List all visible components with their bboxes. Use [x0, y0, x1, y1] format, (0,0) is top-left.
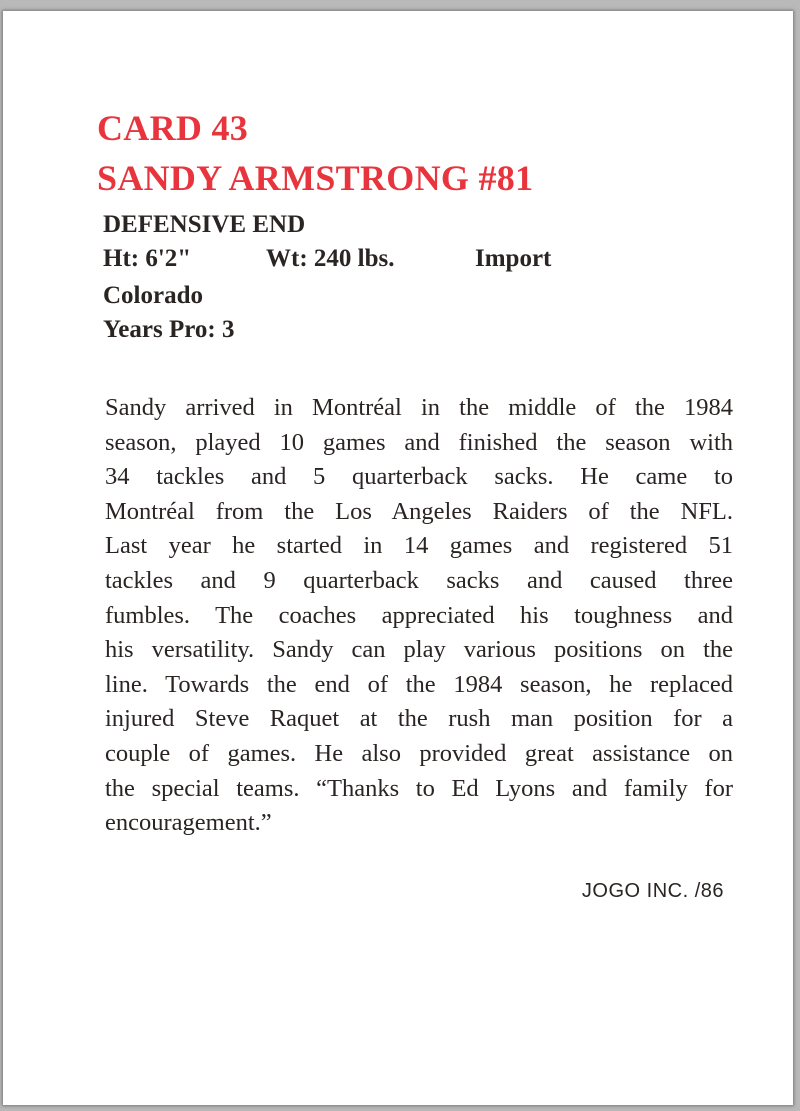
weight: Wt: 240 lbs. [266, 245, 395, 272]
bio-line: couple of games. He also provided great assistance on [105, 739, 733, 767]
bio-line: his versatility. Sandy can play various positions on the [105, 636, 733, 664]
bio-line: fumbles. The coaches appreciated his toughness and [105, 601, 733, 629]
bio-line: tackles and 9 quarterback sacks and caused three [105, 566, 733, 594]
stats-row [103, 245, 603, 275]
position: DEFENSIVE END [103, 211, 306, 238]
player-name: SANDY ARMSTRONG #81 [97, 158, 534, 198]
bio-line: the special teams. “Thanks to Ed Lyons and family for [105, 774, 733, 802]
bio-line: Last year he started in 14 games and registered 51 [105, 532, 733, 560]
college: Colorado [103, 282, 203, 309]
bio-line: line. Towards the end of the 1984 season, he replaced [105, 670, 733, 698]
publisher-credit: JOGO INC. /86 [581, 880, 724, 902]
card-number: CARD 43 [97, 108, 249, 148]
biography [105, 391, 733, 841]
bio-line: 34 tackles and 5 quarterback sacks. He came to [105, 463, 733, 491]
height: Ht: 6'2" [103, 245, 192, 272]
bio-line: season, played 10 games and finished the season with [105, 428, 733, 456]
bio-line: encouragement.” [105, 809, 272, 837]
bio-line: Sandy arrived in Montréal in the middle of the 1984 [105, 394, 733, 421]
years-pro: Years Pro: 3 [103, 316, 235, 343]
status: Import [475, 245, 552, 272]
bio-line: Montréal from the Los Angeles Raiders of the NFL. [105, 497, 733, 525]
card-back [3, 11, 793, 1105]
bio-line: injured Steve Raquet at the rush man position for a [105, 705, 733, 733]
